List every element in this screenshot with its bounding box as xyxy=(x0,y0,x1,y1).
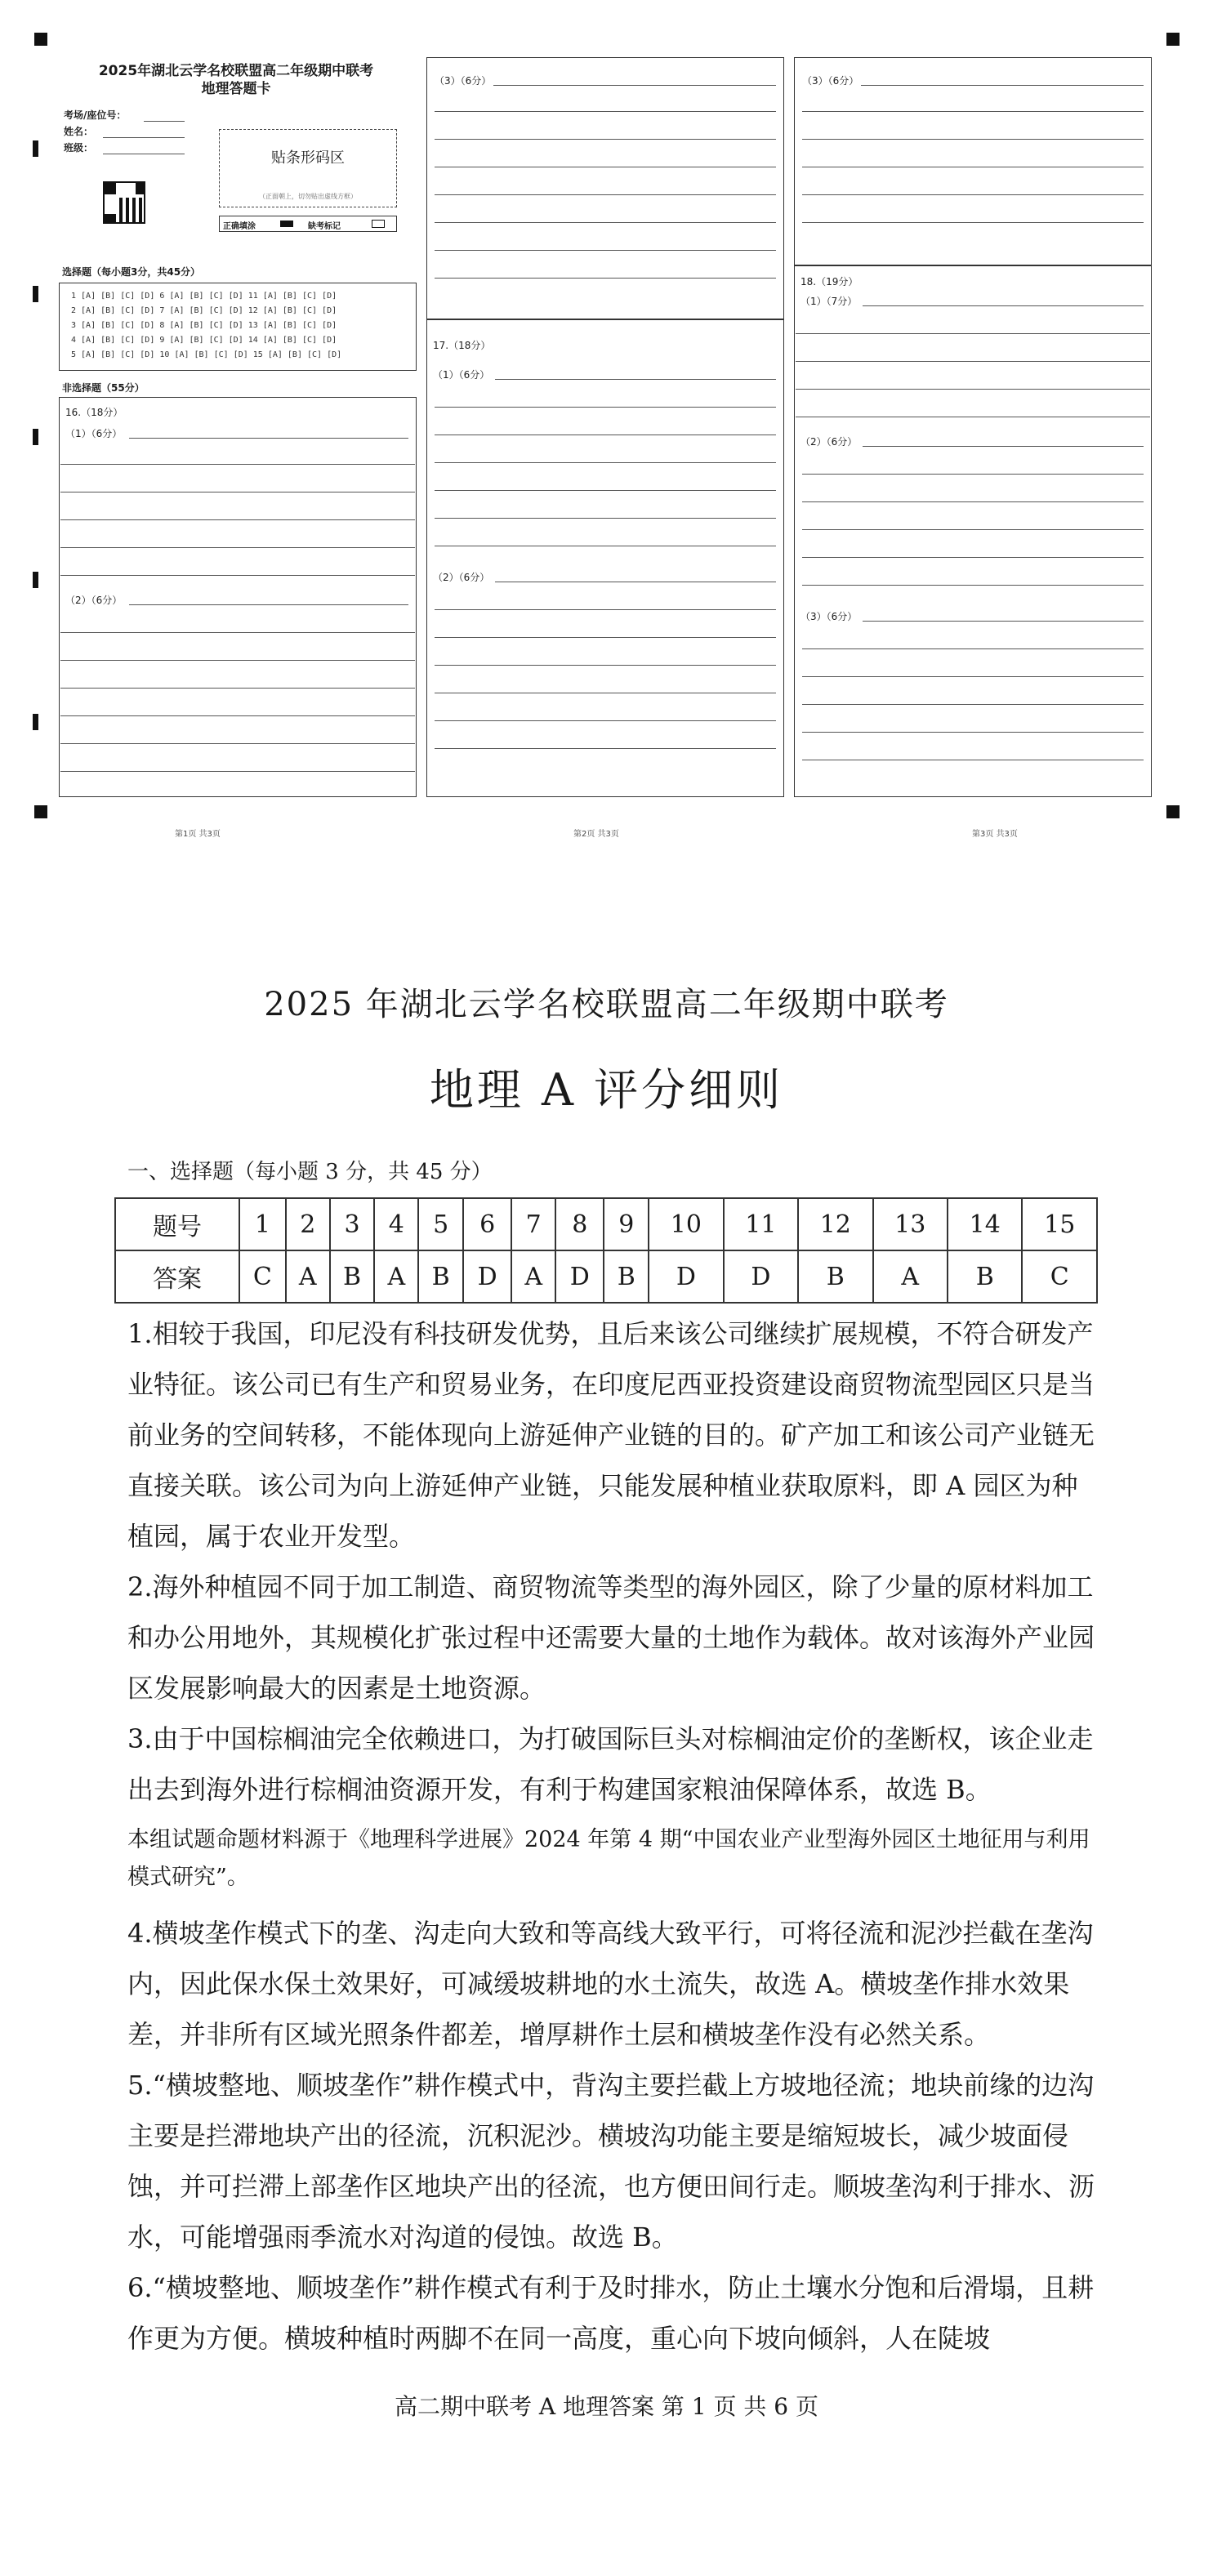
page-footer: 高二期中联考 A 地理答案 第 1 页 共 6 页 xyxy=(394,2393,819,2420)
answer-line[interactable] xyxy=(60,743,415,744)
answer-line[interactable] xyxy=(435,609,776,610)
question-number: 8 xyxy=(555,1198,604,1250)
choice-row[interactable]: 3 [A] [B] [C] [D] 8 [A] [B] [C] [D] 13 [A] [B] [C] [D] xyxy=(71,321,337,330)
q17-part2-label: （2）（6分） xyxy=(433,572,490,583)
sheet-page-number: 第3页 共3页 xyxy=(972,830,1018,839)
filled-bubble-icon xyxy=(280,221,293,227)
alignment-mark-icon xyxy=(1166,33,1180,46)
document-subtitle: 地理 A 评分细则 xyxy=(429,1064,784,1116)
col2-answer-box xyxy=(426,57,784,797)
answer-cell: A xyxy=(511,1250,555,1303)
explanation-3: 3.由于中国棕榈油完全依赖进口，为打破国际巨头对棕榈油定价的垄断权，该企业走出去到海外进行棕榈油资源开发，有利于构建国家粮油保障体系，故选 B。 xyxy=(127,1723,1094,1805)
answer-table xyxy=(114,1197,1098,1304)
question-number: 7 xyxy=(511,1198,555,1250)
answer-line[interactable] xyxy=(60,715,415,716)
answer-line[interactable] xyxy=(802,111,1144,112)
answer-line[interactable] xyxy=(129,604,408,605)
answer-row xyxy=(115,1250,1097,1303)
answer-line[interactable] xyxy=(435,462,776,463)
answer-line[interactable] xyxy=(802,557,1144,558)
answer-cell: B xyxy=(604,1250,649,1303)
answer-line[interactable] xyxy=(863,446,1144,447)
answer-line[interactable] xyxy=(435,720,776,721)
answer-line[interactable] xyxy=(435,250,776,251)
question-number-row xyxy=(115,1198,1097,1250)
answer-line[interactable] xyxy=(60,660,415,661)
section-divider xyxy=(794,265,1152,266)
answer-line[interactable] xyxy=(60,688,415,689)
question-number: 1 xyxy=(239,1198,286,1250)
answer-line[interactable] xyxy=(435,518,776,519)
question-number: 9 xyxy=(604,1198,649,1250)
question-number: 4 xyxy=(374,1198,418,1250)
answer-cell: B xyxy=(330,1250,375,1303)
fill-legend xyxy=(219,216,397,232)
seat-field-label: 考场/座位号： xyxy=(64,109,127,121)
barcode-note: （正面朝上，切勿贴出虚线方框） xyxy=(259,193,357,200)
source-note: 本组试题命题材料源于《地理科学进展》2024 年第 4 期“中国农业产业型海外园区土地征用与利用模式研究”。 xyxy=(127,1827,1090,1890)
answer-sheet xyxy=(0,0,1213,866)
answer-line[interactable] xyxy=(802,474,1144,475)
answer-cell: B xyxy=(948,1250,1022,1303)
q18-part1-label: （1）（7分） xyxy=(800,296,858,307)
answer-line[interactable] xyxy=(60,771,415,772)
answer-line[interactable] xyxy=(796,389,1150,390)
answer-line[interactable] xyxy=(796,361,1150,362)
col3-answer-box xyxy=(794,57,1152,797)
timing-mark-icon xyxy=(33,286,38,302)
alignment-mark-icon xyxy=(34,805,47,818)
answer-line[interactable] xyxy=(495,379,776,380)
absent-checkbox[interactable] xyxy=(372,220,385,228)
answer-line[interactable] xyxy=(60,464,415,465)
answer-line[interactable] xyxy=(435,194,776,195)
name-field-label: 姓名： xyxy=(64,126,94,137)
answer-line[interactable] xyxy=(435,222,776,223)
answer-line[interactable] xyxy=(802,222,1144,223)
choice-row[interactable]: 1 [A] [B] [C] [D] 6 [A] [B] [C] [D] 11 [A] [B] [C] [D] xyxy=(71,292,337,301)
q16-part1-label: （1）（6分） xyxy=(65,428,123,439)
answer-cell: B xyxy=(798,1250,872,1303)
timing-mark-icon xyxy=(33,429,38,445)
choice-row[interactable]: 4 [A] [B] [C] [D] 9 [A] [B] [C] [D] 14 [A] [B] [C] [D] xyxy=(71,336,337,345)
answer-line[interactable] xyxy=(796,333,1150,334)
question-number: 13 xyxy=(873,1198,948,1250)
barcode-label: 贴条形码区 xyxy=(271,149,345,167)
question-number: 14 xyxy=(948,1198,1022,1250)
explanation-6: 6.“横坡整地、顺坡垄作”耕作模式有利于及时排水，防止土壤水分饱和后滑塌，且耕作更为方便。横坡种植时两脚不在同一高度，重心向下坡向倾斜，人在陡坡 xyxy=(127,2272,1095,2354)
q16-heading: 16.（18分） xyxy=(65,407,123,418)
col3-q3-label: （3）（6分） xyxy=(802,75,859,87)
answer-line[interactable] xyxy=(802,585,1144,586)
row-label: 答案 xyxy=(115,1250,239,1303)
answer-line[interactable] xyxy=(435,407,776,408)
answer-cell: C xyxy=(1022,1250,1097,1303)
timing-mark-icon xyxy=(33,714,38,730)
answer-cell: D xyxy=(463,1250,511,1303)
absent-mark-label: 缺考标记 xyxy=(308,222,341,231)
choice-row[interactable]: 5 [A] [B] [C] [D] 10 [A] [B] [C] [D] 15 [A] [B] [C] [D] xyxy=(71,350,342,359)
answer-line[interactable] xyxy=(435,139,776,140)
answer-line[interactable] xyxy=(435,637,776,638)
timing-mark-icon xyxy=(33,572,38,588)
answer-line[interactable] xyxy=(863,305,1144,306)
question-number: 10 xyxy=(649,1198,723,1250)
answer-line[interactable] xyxy=(802,676,1144,677)
answer-cell: A xyxy=(374,1250,418,1303)
document-title: 2025 年湖北云学名校联盟高二年级期中联考 xyxy=(264,986,949,1023)
sheet-page-number: 第2页 共3页 xyxy=(573,830,619,839)
question-number: 2 xyxy=(286,1198,330,1250)
answer-line[interactable] xyxy=(435,665,776,666)
sheet-subtitle: 地理答题卡 xyxy=(201,81,271,97)
seat-field-line[interactable] xyxy=(144,121,185,122)
q18-part3-label: （3）（6分） xyxy=(800,611,858,622)
name-field-line[interactable] xyxy=(103,137,185,138)
question-number: 15 xyxy=(1022,1198,1097,1250)
q17-part1-label: （1）（6分） xyxy=(433,369,490,381)
answer-line[interactable] xyxy=(60,632,415,633)
answer-cell: D xyxy=(555,1250,604,1303)
alignment-mark-icon xyxy=(1166,805,1180,818)
answer-line[interactable] xyxy=(435,748,776,749)
explanation-4: 4.横坡垄作模式下的垄、沟走向大致和等高线大致平行，可将径流和泥沙拦截在垄沟内，因此保水保土效果好，可减缓坡耕地的水土流失，故选 A。横坡垄作排水效果差，并非所有区域光照条件都差，增厚耕作土层和横坡垄作没有必然关系。 xyxy=(127,1918,1094,2050)
answer-line[interactable] xyxy=(802,648,1144,649)
answer-cell: D xyxy=(649,1250,723,1303)
nonchoice-heading: 非选择题（55分） xyxy=(62,382,145,394)
answer-line[interactable] xyxy=(129,438,408,439)
answer-line[interactable] xyxy=(802,194,1144,195)
question-number: 5 xyxy=(418,1198,463,1250)
answer-line[interactable] xyxy=(60,575,415,576)
answer-line[interactable] xyxy=(861,85,1144,86)
barcode-area xyxy=(219,129,397,207)
row-label: 题号 xyxy=(115,1198,239,1250)
answer-cell: A xyxy=(286,1250,330,1303)
answer-line[interactable] xyxy=(802,704,1144,705)
section-heading: 一、选择题（每小题 3 分，共 45 分） xyxy=(127,1160,493,1184)
choice-row[interactable]: 2 [A] [B] [C] [D] 7 [A] [B] [C] [D] 12 [A] [B] [C] [D] xyxy=(71,306,337,315)
fill-correct-label: 正确填涂 xyxy=(223,222,256,231)
answer-cell: B xyxy=(418,1250,463,1303)
q17-heading: 17.（18分） xyxy=(433,340,491,351)
answer-line[interactable] xyxy=(435,111,776,112)
answer-line[interactable] xyxy=(60,547,415,548)
qr-code-icon xyxy=(103,181,145,224)
explanation-5: 5.“横坡整地、顺坡垄作”耕作模式中，背沟主要拦截上方坡地径流；地块前缘的边沟主要是拦滞地块产出的径流，沉积泥沙。横坡沟功能主要是缩短坡长，减少坡面侵蚀，并可拦滞上部垄作区地块产出的径流，也方便田间行走。顺坡垄沟利于排水、沥水，可能增强雨季流水对沟道的侵蚀。故选 B。 xyxy=(127,2070,1095,2253)
class-field-label: 班级： xyxy=(64,142,94,154)
answer-line[interactable] xyxy=(802,732,1144,733)
alignment-mark-icon xyxy=(34,33,47,46)
answer-line[interactable] xyxy=(802,529,1144,530)
question-number: 6 xyxy=(463,1198,511,1250)
question-number: 12 xyxy=(798,1198,872,1250)
choice-heading: 选择题（每小题3分，共45分） xyxy=(62,266,201,278)
q18-part2-label: （2）（6分） xyxy=(800,436,858,448)
choice-bubble-grid xyxy=(59,283,417,371)
answer-line[interactable] xyxy=(60,519,415,520)
answer-line[interactable] xyxy=(435,278,776,279)
answer-line[interactable] xyxy=(802,501,1144,502)
question-number: 3 xyxy=(330,1198,375,1250)
answer-line[interactable] xyxy=(435,490,776,491)
answer-line[interactable] xyxy=(863,621,1144,622)
answer-cell: A xyxy=(873,1250,948,1303)
answer-line[interactable] xyxy=(802,139,1144,140)
col2-q3-label: （3）（6分） xyxy=(435,75,492,87)
explanation-2: 2.海外种植园不同于加工制造、商贸物流等类型的海外园区，除了少量的原材料加工和办公用地外，其规模化扩张过程中还需要大量的土地作为载体。故对该海外产业园区发展影响最大的因素是土地资源。 xyxy=(127,1571,1095,1704)
answer-cell: D xyxy=(724,1250,798,1303)
q16-part2-label: （2）（6分） xyxy=(65,595,123,606)
explanation-1: 1.相较于我国，印尼没有科技研发优势，且后来该公司继续扩展规模，不符合研发产业特征。该公司已有生产和贸易业务，在印度尼西亚投资建设商贸物流型园区只是当前业务的空间转移，不能体现向上游延伸产业链的目的。矿产加工和该公司产业链无直接关联。该公司为向上游延伸产业链，只能发展种植业获取原料，即 A 园区为种植园，属于农业开发型。 xyxy=(127,1318,1095,1552)
answer-cell: C xyxy=(239,1250,286,1303)
sheet-title: 2025年湖北云学名校联盟高二年级期中联考 xyxy=(98,63,374,79)
section-divider xyxy=(426,319,784,320)
question-number: 11 xyxy=(724,1198,798,1250)
sheet-page-number: 第1页 共3页 xyxy=(175,830,221,839)
answer-line[interactable] xyxy=(493,85,776,86)
timing-mark-icon xyxy=(33,140,38,157)
q18-heading: 18.（19分） xyxy=(800,276,858,287)
